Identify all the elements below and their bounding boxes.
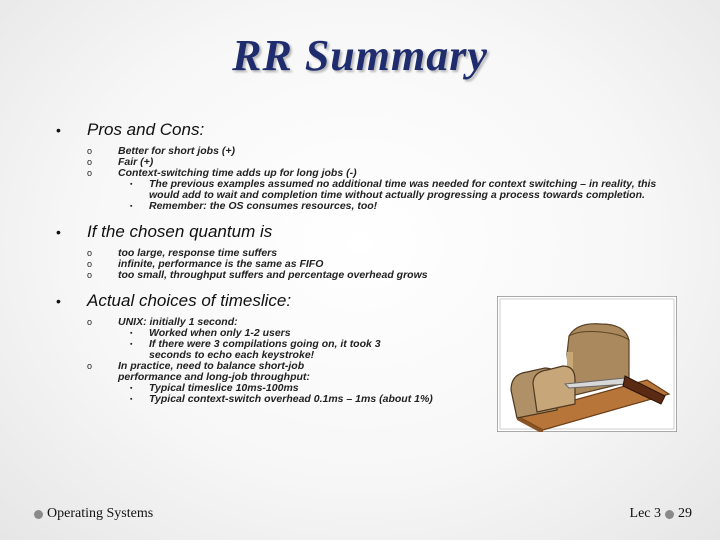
list-item: o Better for short jobs (+) — [87, 145, 235, 157]
sub-list-item: ▪ Remember: the OS consumes resources, too! — [130, 200, 378, 212]
section-heading: • If the chosen quantum is — [56, 222, 273, 241]
slide-title: RR Summary — [232, 31, 488, 80]
sub-list-item: ▪ Typical context-switch overhead 0.1ms – 1ms (about 1%) — [130, 393, 433, 405]
section-heading: • Pros and Cons: — [56, 120, 205, 139]
footer-dot-icon — [34, 510, 43, 519]
list-item: o Context-switching time adds up for long jobs (-) — [87, 167, 357, 179]
list-item: o infinite, performance is the same as FIFO — [87, 258, 324, 270]
list-item: o too large, response time suffers — [87, 247, 278, 259]
list-item: o UNIX: initially 1 second: — [87, 316, 238, 328]
sub-list-item: ▪ If there were 3 compilations going on, it took 3 seconds to echo each keystroke! — [130, 338, 381, 361]
footer-dot-icon — [665, 510, 674, 519]
bread-loaf-image — [497, 296, 677, 432]
section-heading: • Actual choices of timeslice: — [56, 291, 292, 310]
list-item: o Fair (+) — [87, 156, 154, 168]
sub-list-item: ▪ Typical timeslice 10ms-100ms — [130, 382, 299, 394]
list-item: o too small, throughput suffers and percentage overhead grows — [87, 269, 428, 281]
sub-list-item: ▪ The previous examples assumed no additional time was needed for context switching – in reality, this would add to wait and completion time without actually progressing a process towards completion. — [130, 178, 657, 201]
sub-list-item: ▪ Worked when only 1-2 users — [130, 327, 291, 339]
list-item: o In practice, need to balance short-job performance and long-job throughput: — [87, 360, 310, 383]
footer-page-number: Lec 3 29 — [629, 506, 692, 521]
footer-course: Operating Systems — [30, 506, 153, 522]
